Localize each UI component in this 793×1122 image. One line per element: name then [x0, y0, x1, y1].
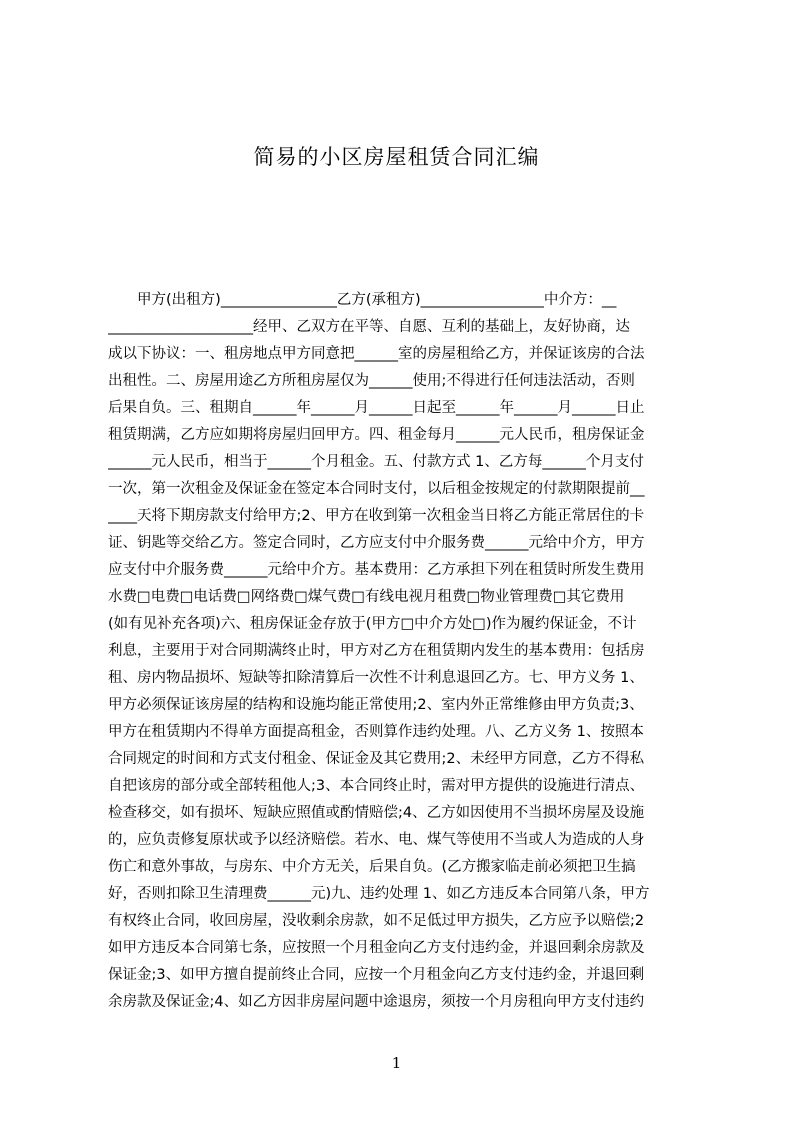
body-line: 合同规定的时间和方式支付租金、保证金及其它费用;2、未经甲方同意，乙方不得私: [108, 751, 645, 767]
contract-body: [108, 287, 699, 1027]
body-line: 证、钥匙等交给乙方。签定合同时，乙方应支付中介服务费______元给中介方，甲方: [108, 535, 645, 551]
body-line: 自把该房的部分或全部转租他人;3、本合同终止时，需对甲方提供的设施进行清点、: [108, 778, 645, 794]
body-line: ____天将下期房款支付给甲方;2、甲方在收到第一次租金当日将乙方能正常居住的卡: [108, 508, 645, 524]
body-line: 检查移交，如有损坏、短缺应照值或酌情赔偿;4、乙方如因使用不当损坏房屋及设施: [108, 805, 645, 821]
body-line: 的，应负责修复原状或予以经济赔偿。若水、电、煤气等使用不当或人为造成的人身: [108, 832, 645, 848]
body-line: 余房款及保证金;4、如乙方因非房屋问题中途退房，须按一个月房租向甲方支付违约: [108, 994, 645, 1010]
body-line: 有权终止合同，收回房屋，没收剩余房款，如不足低过甲方损失，乙方应予以赔偿;2: [108, 913, 645, 929]
body-line: 出租性。二、房屋用途乙方所租房屋仅为______使用;不得进行任何违法活动，否则: [108, 373, 635, 389]
body-line: 水费□电费□电话费□网络费□煤气费□有线电视月租费□物业管理费□其它费用: [108, 589, 625, 605]
body-line: 伤亡和意外事故，与房东、中介方无关，后果自负。(乙方搬家临走前必须把卫生搞: [108, 859, 636, 875]
body-line: (如有见补充各项)六、租房保证金存放于(甲方□中介方处□)作为履约保证金，不计: [108, 616, 637, 632]
body-line: ____________________经甲、乙双方在平等、自愿、互利的基础上，友好协商，达: [108, 319, 630, 335]
body-line: 保证金;3、如甲方擅自提前终止合同，应按一个月租金向乙方支付违约金，并退回剩: [108, 967, 645, 983]
body-line: 如甲方违反本合同第七条，应按照一个月租金向乙方支付违约金，并退回剩余房款及: [108, 940, 645, 956]
body-line: 租赁期满，乙方应如期将房屋归回甲方。四、租金每月______元人民币，租房保证金: [108, 427, 645, 443]
body-line: 甲方在租赁期内不得单方面提高租金，否则算作违约处理。八、乙方义务 1、按照本: [108, 724, 644, 740]
body-line: 一次，第一次租金及保证金在签定本合同时支付，以后租金按规定的付款期限提前__: [108, 481, 645, 497]
body-line: 应支付中介服务费______元给中介方。基本费用：乙方承担下列在租赁时所发生费用: [108, 562, 645, 578]
body-line: 成以下协议：一、租房地点甲方同意把______室的房屋租给乙方，并保证该房的合法: [108, 346, 645, 362]
body-line: 利息，主要用于对合同期满终止时，甲方对乙方在租赁期内发生的基本费用：包括房: [108, 643, 645, 659]
body-line: 租、房内物品损坏、短缺等扣除清算后一次性不计利息退回乙方。七、甲方义务 1、: [108, 670, 644, 686]
body-line: ______元人民币，相当于______个月租金。五、付款方式 1、乙方每______个月支付: [108, 454, 644, 470]
document-title: 简易的小区房屋租赁合同汇编: [253, 145, 540, 169]
body-line: 好，否则扣除卫生清理费______元)九、违约处理 1、如乙方违反本合同第八条，甲方: [108, 886, 650, 902]
body-line: 甲方(出租方)________________乙方(承租方)_________________中介方：__: [108, 292, 617, 308]
page-number: 1: [391, 1054, 402, 1072]
body-line: 甲方必须保证该房屋的结构和设施均能正常使用;2、室内外正常维修由甲方负责;3、: [108, 697, 644, 713]
body-line: 后果自负。三、租期自______年______月______日起至______年______月______日止: [108, 400, 645, 416]
